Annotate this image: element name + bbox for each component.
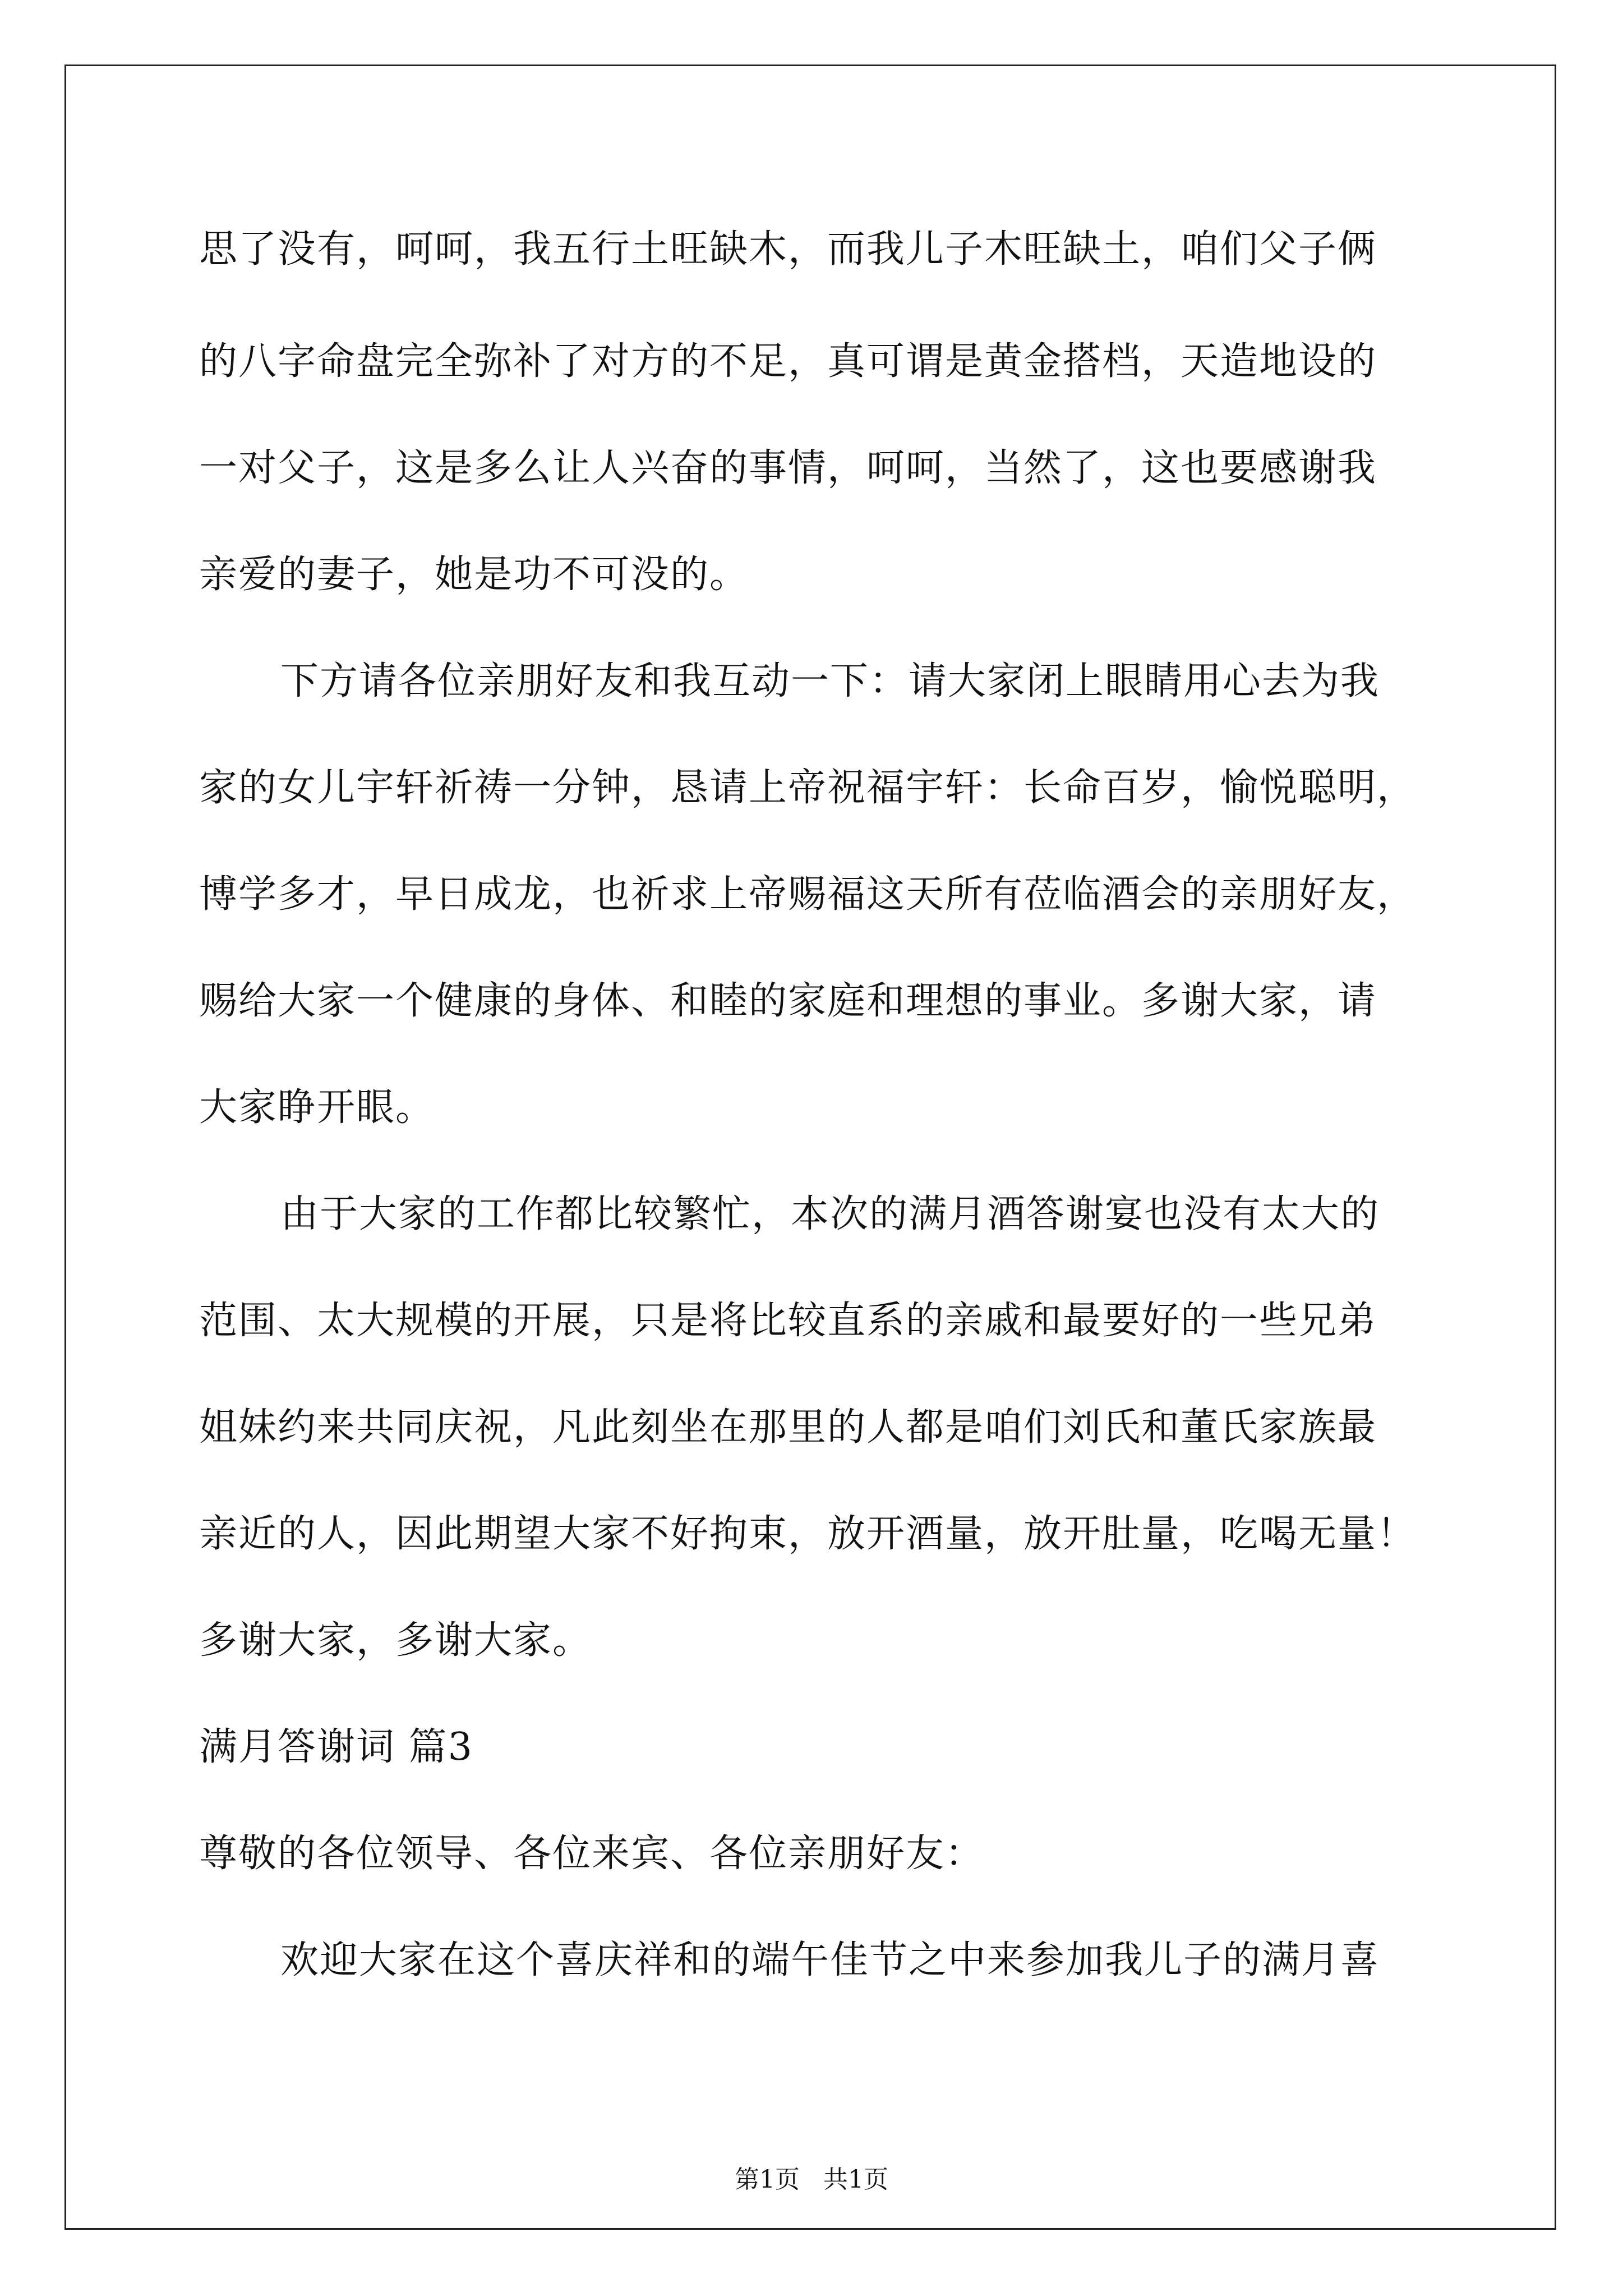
body-line-17: 欢迎大家在这个喜庆祥和的端午佳节之中来参加我儿子的满月喜 bbox=[280, 1938, 1380, 1982]
body-line-10: 由于大家的工作都比较繁忙，本次的满月酒答谢宴也没有太大的 bbox=[280, 1192, 1380, 1236]
body-line-4: 亲爱的妻子，她是功不可没的。 bbox=[199, 553, 749, 597]
body-line-5: 下方请各位亲朋好友和我互动一下：请大家闭上眼睛用心去为我 bbox=[280, 659, 1380, 703]
salutation-line: 尊敬的各位领导、各位来宾、各位亲朋好友： bbox=[199, 1832, 985, 1876]
body-line-8: 赐给大家一个健康的身体、和睦的家庭和理想的事业。多谢大家，请 bbox=[199, 979, 1377, 1023]
page-number-footer: 第1页 共1页 bbox=[735, 2165, 888, 2194]
body-line-3: 一对父子，这是多么让人兴奋的事情，呵呵，当然了，这也要感谢我 bbox=[199, 446, 1377, 490]
body-line-7: 博学多才，早日成龙，也祈求上帝赐福这天所有莅临酒会的亲朋好友， bbox=[199, 872, 1417, 917]
page-border bbox=[64, 65, 1556, 2230]
body-line-14: 多谢大家，多谢大家。 bbox=[199, 1618, 592, 1663]
section-heading: 满月答谢词 篇3 bbox=[199, 1725, 473, 1769]
body-line-13: 亲近的人，因此期望大家不好拘束，放开酒量，放开肚量，吃喝无量！ bbox=[199, 1512, 1417, 1556]
body-line-2: 的八字命盘完全弥补了对方的不足，真可谓是黄金搭档，天造地设的 bbox=[199, 339, 1377, 384]
body-line-11: 范围、太大规模的开展，只是将比较直系的亲戚和最要好的一些兄弟 bbox=[199, 1299, 1377, 1343]
body-line-6: 家的女儿宇轩祈祷一分钟，恳请上帝祝福宇轩：长命百岁，愉悦聪明， bbox=[199, 766, 1417, 810]
body-line-9: 大家睁开眼。 bbox=[199, 1085, 435, 1130]
body-line-12: 姐妹约来共同庆祝，凡此刻坐在那里的人都是咱们刘氏和董氏家族最 bbox=[199, 1405, 1377, 1450]
body-line-1: 思了没有，呵呵，我五行土旺缺木，而我儿子木旺缺土，咱们父子俩 bbox=[199, 227, 1377, 272]
